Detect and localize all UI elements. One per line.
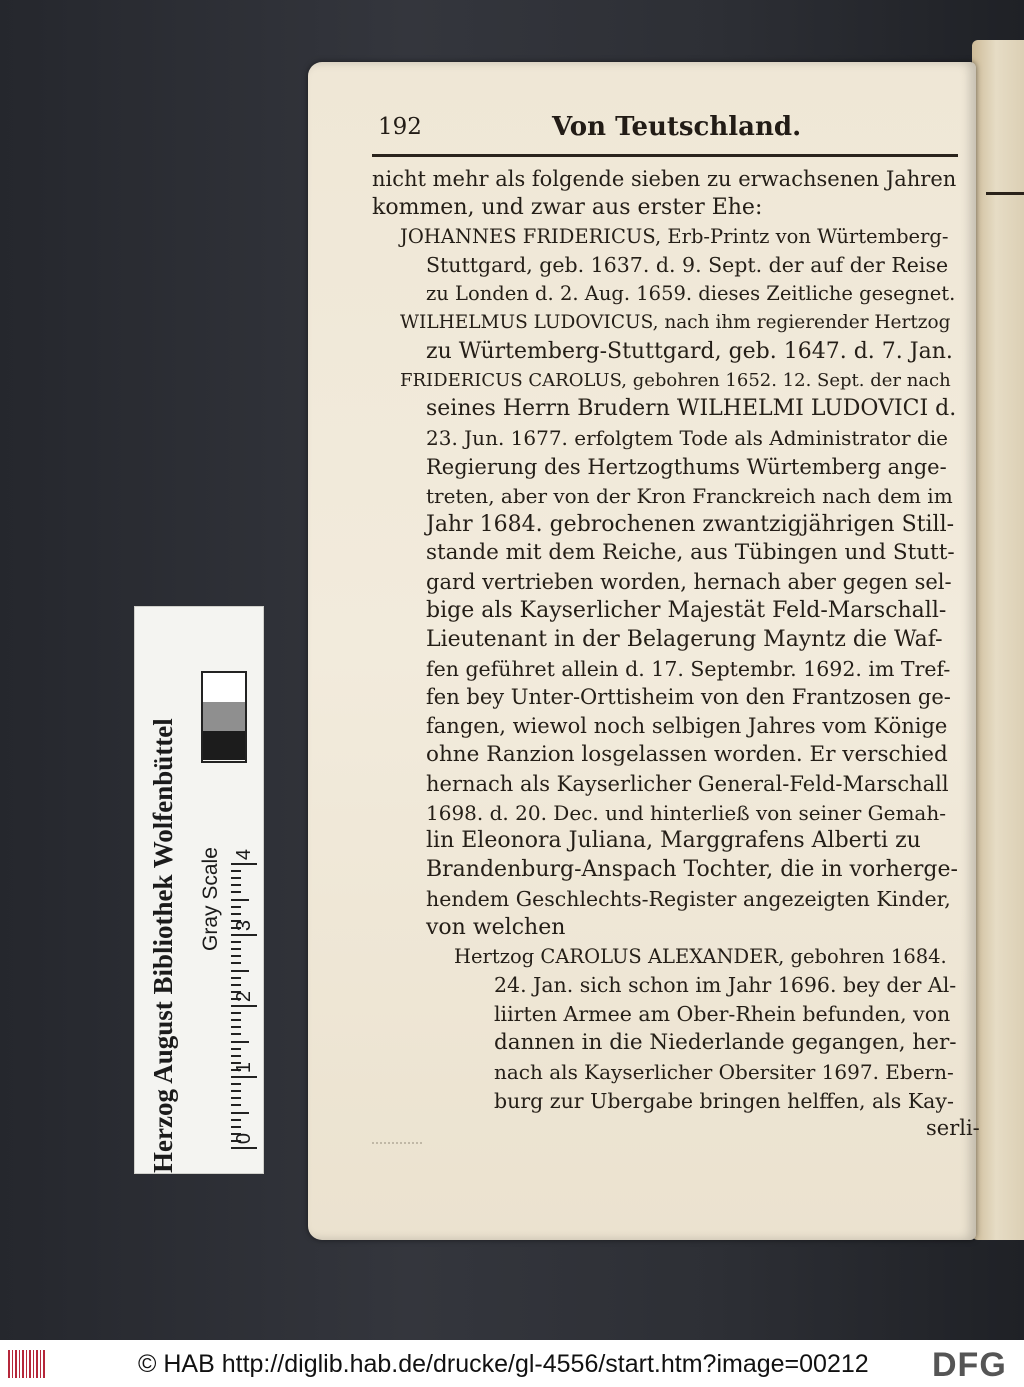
ruler-tick — [231, 913, 241, 915]
text-line: lin Eleonora Juliana, Marggrafens Alberti zu — [426, 828, 921, 854]
ruler-number: 0 — [233, 1132, 256, 1145]
text-line: Lieutenant in der Belagerung Mayntz die Waf- — [426, 626, 943, 652]
text-line: liirten Armee am Ober-Rhein befunden, von — [494, 1002, 951, 1027]
bleed-through — [372, 1124, 422, 1144]
ruler-tick — [231, 863, 257, 865]
text-line: 23. Jun. 1677. erfolgtem Tode als Administrator die — [426, 426, 948, 451]
header-rule — [372, 154, 958, 157]
gray-swatch — [203, 702, 245, 731]
text-line: JOHANNES FRIDERICUS, Erb-Printz von Würtemberg- — [400, 224, 949, 248]
text-line: treten, aber von der Kron Franckreich nach dem im — [426, 483, 953, 508]
ruler-tick — [231, 1005, 257, 1007]
ruler-tick — [231, 984, 241, 986]
library-name: Herzog August Bibliothek Wolfenbüttel — [148, 718, 178, 1173]
text-line: bige als Kayserlicher Majestät Feld-Marschall- — [426, 598, 947, 623]
text-line: hernach als Kayserlicher General-Feld-Marschall — [426, 771, 949, 796]
ruler-tick — [231, 884, 241, 886]
footer-bar — [0, 1340, 1024, 1387]
text-line: von welchen — [426, 914, 566, 940]
ruler-tick — [231, 1076, 257, 1078]
text-line: gard vertrieben worden, hernach aber gegen sel- — [426, 570, 952, 595]
ruler-tick — [231, 1048, 241, 1050]
text-line: zu Londen d. 2. Aug. 1659. dieses Zeitliche gesegnet. — [426, 282, 956, 306]
ruler — [231, 848, 261, 1157]
barcode-icon — [8, 1350, 46, 1378]
dfg-logo: DFG — [932, 1346, 1007, 1384]
gray-scale-label: Gray Scale — [199, 847, 222, 951]
ruler-tick — [231, 941, 241, 943]
ruler-tick — [231, 891, 241, 893]
text-line: fangen, wiewol noch selbigen Jahres vom Könige — [426, 714, 948, 739]
text-line: Stuttgard, geb. 1637. d. 9. Sept. der auf der Reise — [426, 253, 949, 278]
text-line: WILHELMUS LUDOVICUS, nach ihm regierender Hertzog — [400, 312, 951, 333]
ruler-tick — [231, 955, 241, 957]
text-line: nicht mehr als folgende sieben zu erwachsenen Jahren — [372, 167, 957, 191]
text-line: 24. Jan. sich schon im Jahr 1696. bey der Al- — [494, 973, 957, 998]
ruler-tick — [231, 899, 249, 901]
text-line: FRIDERICUS CAROLUS, gebohren 1652. 12. Sept. der nach — [400, 369, 951, 391]
ruler-tick — [231, 1119, 241, 1121]
running-head: Von Teutschland. — [552, 112, 802, 142]
ruler-tick — [231, 870, 241, 872]
ruler-number: 2 — [233, 990, 256, 1003]
text-line: fen bey Unter-Orttisheim von den Frantzosen ge- — [426, 685, 951, 710]
ruler-tick — [231, 934, 257, 936]
ruler-tick — [231, 977, 241, 979]
text-line: stande mit dem Reiche, aus Tübingen und Stutt- — [426, 540, 955, 566]
ruler-number: 3 — [233, 919, 256, 932]
text-line: nach als Kayserlicher Obersiter 1697. Ebern- — [494, 1059, 954, 1084]
ruler-tick — [231, 1097, 241, 1099]
white-swatch — [203, 673, 245, 702]
text-line: Hertzog CAROLUS ALEXANDER, gebohren 1684. — [454, 944, 947, 968]
black-swatch — [203, 731, 245, 760]
ruler-tick — [231, 906, 241, 908]
ruler-tick — [231, 1019, 241, 1021]
ruler-tick — [231, 1112, 249, 1114]
ruler-tick — [231, 1012, 241, 1014]
adjacent-page-edge — [972, 40, 1024, 1240]
text-line: seines Herrn Brudern WILHELMI LUDOVICI d. — [426, 396, 957, 422]
gray-swatches — [201, 671, 247, 763]
ruler-tick — [231, 1041, 249, 1043]
ruler-tick — [231, 948, 241, 950]
text-line: hendem Geschlechts-Register angezeigten Kinder, — [426, 887, 951, 911]
text-line: zu Würtemberg-Stuttgard, geb. 1647. d. 7. Jan. — [426, 338, 953, 364]
text-line: Jahr 1684. gebrochenen zwantzigjährigen Still- — [426, 511, 955, 537]
page-number: 192 — [378, 114, 422, 140]
text-line: Brandenburg-Anspach Tochter, die in vorherge- — [426, 857, 958, 883]
ruler-tick — [231, 970, 249, 972]
ruler-tick — [231, 1147, 257, 1149]
ruler-tick — [231, 962, 241, 964]
ruler-tick — [231, 1083, 241, 1085]
ruler-tick — [231, 1033, 241, 1035]
ruler-tick — [231, 1026, 241, 1028]
ruler-tick — [231, 1090, 241, 1092]
text-line: Regierung des Hertzogthums Würtemberg ange- — [426, 455, 947, 479]
text-line: kommen, und zwar aus erster Ehe: — [372, 194, 763, 220]
text-line: 1698. d. 20. Dec. und hinterließ von seiner Gemah- — [426, 800, 946, 825]
catchword: serli- — [926, 1116, 980, 1140]
ruler-tick — [231, 1126, 241, 1128]
ruler-tick — [231, 1104, 241, 1106]
ruler-tick — [231, 877, 241, 879]
text-line: fen geführet allein d. 17. Septembr. 1692. im Tref- — [426, 656, 951, 681]
ruler-tick — [231, 1055, 241, 1057]
color-calibration-strip — [134, 606, 264, 1174]
text-line: burg zur Ubergabe bringen helffen, als Kay- — [494, 1088, 954, 1113]
text-line: ohne Ranzion losgelassen worden. Er verschied — [426, 742, 948, 767]
ruler-number: 1 — [233, 1061, 256, 1074]
credit-link[interactable]: © HAB http://diglib.hab.de/drucke/gl-4556/start.htm?image=00212 — [138, 1350, 869, 1378]
ruler-number: 4 — [233, 848, 256, 861]
text-line: dannen in die Niederlande gegangen, her- — [494, 1030, 957, 1055]
